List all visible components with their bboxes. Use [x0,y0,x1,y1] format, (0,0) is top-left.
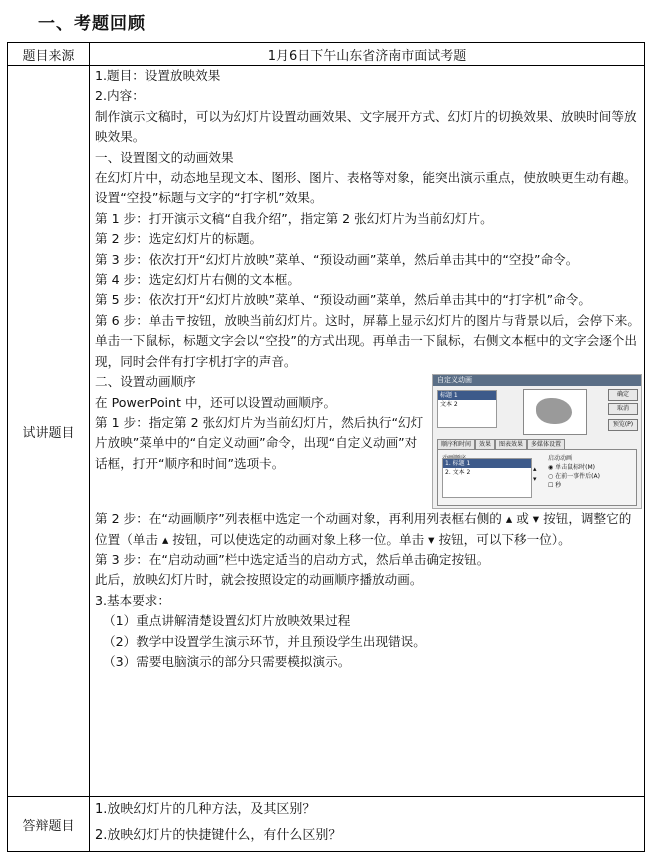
list-item: 标题 1 [438,391,496,400]
topic-line: 此后，放映幻灯片时，就会按照设定的动画顺序播放动画。 [95,572,423,588]
topic-content [90,66,645,797]
animation-order-list [442,458,532,498]
source-row [8,43,645,66]
exam-table [7,42,645,852]
start-option-click: ◉ 单击鼠标时(M) [548,464,596,472]
cancel-button: 取消 [608,403,638,415]
topic-label: 试讲题目 [8,66,90,797]
order-timing-panel [437,449,637,506]
topic-line: 第 3 步：依次打开“幻灯片放映”菜单、“预设动画”菜单，然后单击其中的“空投”命令。 [95,251,579,267]
move-arrows [533,464,537,484]
topic-line: 第 2 步：在“动画顺序”列表框中选定一个动画对象，再利用列表框右侧的 ▴ 或 ▾ 按钮，调整它的位置（单击 ▴ 按钮，可以使选定的动画对象上移一位。单击 ▾ 按钮，可以下移一位）。 [95,511,632,547]
move-up-icon: ▴ [533,465,537,474]
start-animation-group [548,454,600,490]
topic-line: 1.题目：设置放映效果 [95,68,221,83]
topic-row [8,66,645,797]
defense-content [90,797,645,852]
dialog-object-list [437,390,497,428]
tab-order-timing: 顺序和时间 [437,439,475,449]
start-option-after-label: 在前一事件后(A) [555,473,600,481]
topic-line: 第 3 步：在“启动动画”栏中选定适当的启动方式，然后单击确定按钮。 [95,551,490,567]
start-option-after: ○ 在前一事件后(A) [548,473,600,481]
topic-line: 第 6 步：单击〒按钮，放映当前幻灯片。这时，屏幕上显示幻灯片的图片与背景以后，会停下来。 [95,312,640,328]
order-item: 2. 文本 2 [445,469,471,477]
dialog-title: 自定义动画 [433,375,641,386]
topic-line: 二、设置动画顺序 [95,374,196,390]
start-option-click-label: 单击鼠标时(M) [555,464,596,472]
source-value: 1月6日下午山东省济南市面试考题 [90,43,645,66]
source-label: 题目来源 [8,43,90,66]
tab-multimedia: 多媒体设置 [527,439,565,449]
topic-line: 单击一下鼠标，标题文字会以“空投”的方式出现。再单击一下鼠标，右侧文本框中的文字会逐个出现，同时会伴有打字机打字的声音。 [95,333,637,369]
defense-question: 1.放映幻灯片的几种方法，及其区别？ [95,802,316,817]
slide-preview-image [523,389,587,435]
topic-line: 第 1 步：指定第 2 张幻灯片为当前幻灯片，然后执行“幻灯片放映”菜单中的“自定义动画”命令，出现“自定义动画”对话框，打开“顺序和时间”选项卡。 [95,414,424,471]
list-item: 文本 2 [440,401,458,409]
requirement-line: （2）教学中设置学生演示环节，并且预设学生出现错误。 [103,633,426,649]
start-label: 启动动画 [548,455,573,463]
page-heading: 一、考题回顾 [38,14,146,34]
topic-line: 制作演示文稿时，可以为幻灯片设置动画效果、文字展开方式、幻灯片的切换效果、放映时间等放映效果。 [95,108,637,145]
topic-line: 第 1 步：打开演示文稿“自我介绍”，指定第 2 张幻灯片为当前幻灯片。 [95,210,493,226]
tab-chart-effects: 图表效果 [495,439,527,449]
defense-row [8,797,645,852]
topic-line: 在幻灯片中，动态地呈现文本、图形、图片、表格等对象，能突出演示重点，使放映更生动有趣。 [95,170,637,186]
requirement-line: （1）重点讲解清楚设置幻灯片放映效果过程 [103,613,351,629]
topic-line: 在 PowerPoint 中，还可以设置动画顺序。 [95,394,337,410]
move-down-icon: ▾ [533,475,537,484]
topic-line: 第 4 步：选定幻灯片右侧的文本框。 [95,272,300,288]
topic-line: 第 5 步：依次打开“幻灯片放映”菜单、“预设动画”菜单，然后单击其中的“打字机”命令。 [95,292,591,308]
seconds-field: ☐ 秒 [548,482,562,490]
defense-label: 答辩题目 [8,797,90,852]
order-item: 1. 标题 1 [443,459,531,468]
topic-line: 3.基本要求： [95,592,170,608]
topic-line: 一、设置图文的动画效果 [95,149,234,165]
ok-button: 确定 [608,389,638,401]
topic-line: 设置“空投”标题与文字的“打字机”效果。 [95,190,323,206]
custom-animation-dialog-screenshot [432,374,642,509]
dialog-tabs [437,439,565,449]
tab-effects: 效果 [475,439,495,449]
seconds-label: 秒 [555,482,562,490]
preview-button: 预览(P) [608,419,638,431]
topic-line: 2.内容： [95,88,145,104]
requirement-line: （3）需要电脑演示的部分只需要模拟演示。 [103,653,351,669]
topic-line: 第 2 步：选定幻灯片的标题。 [95,231,263,247]
defense-question: 2.放映幻灯片的快捷键什么，有什么区别？ [95,828,342,843]
